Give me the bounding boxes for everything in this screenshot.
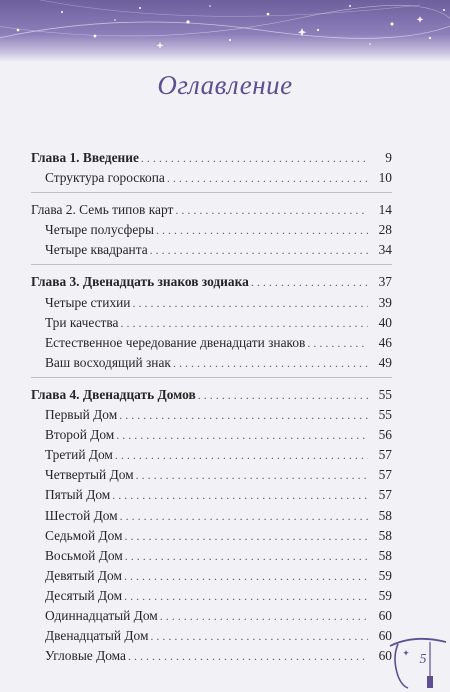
- star-arcs-decoration: [0, 0, 450, 62]
- dot-leader: [128, 646, 368, 666]
- page-ref: 59: [378, 567, 392, 583]
- section-title: Четыре квадранта: [45, 242, 148, 258]
- dot-leader: [141, 148, 368, 168]
- dot-leader: [132, 293, 368, 313]
- toc-section-row: [31, 546, 392, 566]
- dot-leader: [115, 445, 368, 465]
- section-title: Четыре стихии: [45, 294, 131, 310]
- section-title: Третий Дом: [45, 447, 113, 463]
- dot-leader: [150, 240, 368, 260]
- dot-leader: [156, 220, 368, 240]
- toc-section-row: [31, 240, 392, 260]
- chapter-title: Глава 1. Введение: [31, 150, 139, 165]
- dot-leader: [112, 485, 368, 505]
- section-title: Второй Дом: [45, 427, 115, 443]
- page-ref: 40: [378, 314, 392, 330]
- toc-section-row: [31, 293, 392, 313]
- dot-leader: [173, 353, 368, 373]
- dot-leader: [160, 606, 368, 626]
- toc-section-row: [31, 353, 392, 373]
- section-title: Четвертый Дом: [45, 467, 134, 483]
- dot-leader: [198, 385, 368, 405]
- toc-section-row: [31, 606, 392, 626]
- toc-section-row: [31, 168, 392, 188]
- section-title: Девятый Дом: [45, 567, 122, 583]
- dot-leader: [136, 465, 368, 485]
- toc-section-row: [31, 506, 392, 526]
- toc-chapter-row: [31, 148, 392, 168]
- dot-leader: [251, 272, 368, 292]
- section-title: Первый Дом: [45, 407, 118, 423]
- page-ref: 60: [378, 648, 392, 664]
- toc-section-row: [31, 526, 392, 546]
- page-title: Оглавление: [157, 70, 293, 100]
- dot-leader: [116, 425, 368, 445]
- section-title: Восьмой Дом: [45, 547, 123, 563]
- page-ref: 9: [385, 150, 392, 165]
- section-title: Седьмой Дом: [45, 527, 123, 543]
- page-ref: 14: [378, 202, 392, 218]
- chapter-title: Глава 2. Семь типов карт: [31, 202, 174, 218]
- page-ref: 46: [378, 334, 392, 350]
- page-ref: 49: [378, 354, 392, 370]
- dot-leader: [125, 526, 368, 546]
- page-ref: 55: [378, 386, 392, 402]
- page-ref: 60: [378, 607, 392, 623]
- section-title: Угловые Дома: [45, 648, 127, 664]
- dot-leader: [119, 405, 368, 425]
- section-title: Шестой Дом: [45, 507, 118, 523]
- page-ref: 58: [378, 547, 392, 563]
- page-ref: 57: [378, 467, 392, 483]
- toc-section-row: [31, 220, 392, 240]
- header-decoration: [0, 0, 450, 62]
- toc-section-row: [31, 333, 392, 353]
- dot-leader: [124, 566, 368, 586]
- toc-section-row: [31, 646, 392, 666]
- chapter-title: Глава 4. Двенадцать Домов: [31, 386, 196, 402]
- section-title: Четыре полусферы: [45, 222, 154, 238]
- dot-leader: [124, 586, 368, 606]
- page-ref: 10: [378, 170, 392, 186]
- dot-leader: [120, 313, 368, 333]
- toc-chapter-row: [31, 272, 392, 292]
- page-ref: 57: [378, 447, 392, 463]
- dot-leader: [120, 506, 368, 526]
- toc-section-row: [31, 445, 392, 465]
- page-ref: 58: [378, 527, 392, 543]
- toc-section-row: [31, 626, 392, 646]
- page-ref: 60: [378, 628, 392, 644]
- page-ref: 28: [378, 222, 392, 238]
- dot-leader: [150, 626, 368, 646]
- toc-group-chapter-3: [31, 264, 392, 376]
- section-title: Пятый Дом: [45, 487, 111, 503]
- page-ref: 57: [378, 487, 392, 503]
- toc-section-row: [31, 465, 392, 485]
- toc-section-row: [31, 485, 392, 505]
- toc-chapter-row: [31, 200, 392, 220]
- section-title: Одиннадцатый Дом: [45, 607, 158, 623]
- section-title: Ваш восходящий знак: [45, 354, 171, 370]
- dot-leader: [125, 546, 368, 566]
- toc-section-row: [31, 586, 392, 606]
- section-title: Три качества: [45, 314, 119, 330]
- page-ref: 56: [378, 427, 392, 443]
- section-title: Десятый Дом: [45, 587, 123, 603]
- page-ref: 59: [378, 587, 392, 603]
- page-ref: 37: [378, 274, 392, 290]
- page-ref: 34: [378, 242, 392, 258]
- page-ref: 55: [378, 407, 392, 423]
- table-of-contents: [31, 148, 392, 666]
- dot-leader: [307, 333, 368, 353]
- toc-section-row: [31, 313, 392, 333]
- page-ref: 58: [378, 507, 392, 523]
- toc-section-row: [31, 405, 392, 425]
- section-title: Структура гороскопа: [45, 170, 165, 186]
- toc-group-chapter-1: [31, 148, 392, 192]
- page-ref: 39: [378, 294, 392, 310]
- section-title: Естественное чередование двенадцати знаков: [45, 334, 306, 350]
- toc-chapter-row: [31, 385, 392, 405]
- toc-group-chapter-2: [31, 192, 392, 264]
- page-number: 5: [419, 652, 427, 667]
- toc-section-row: [31, 425, 392, 445]
- chapter-title: Глава 3. Двенадцать знаков зодиака: [31, 274, 249, 290]
- dot-leader: [175, 200, 368, 220]
- toc-group-chapter-4: [31, 377, 392, 666]
- dot-leader: [167, 168, 368, 188]
- toc-section-row: [31, 566, 392, 586]
- section-title: Двенадцатый Дом: [45, 628, 149, 644]
